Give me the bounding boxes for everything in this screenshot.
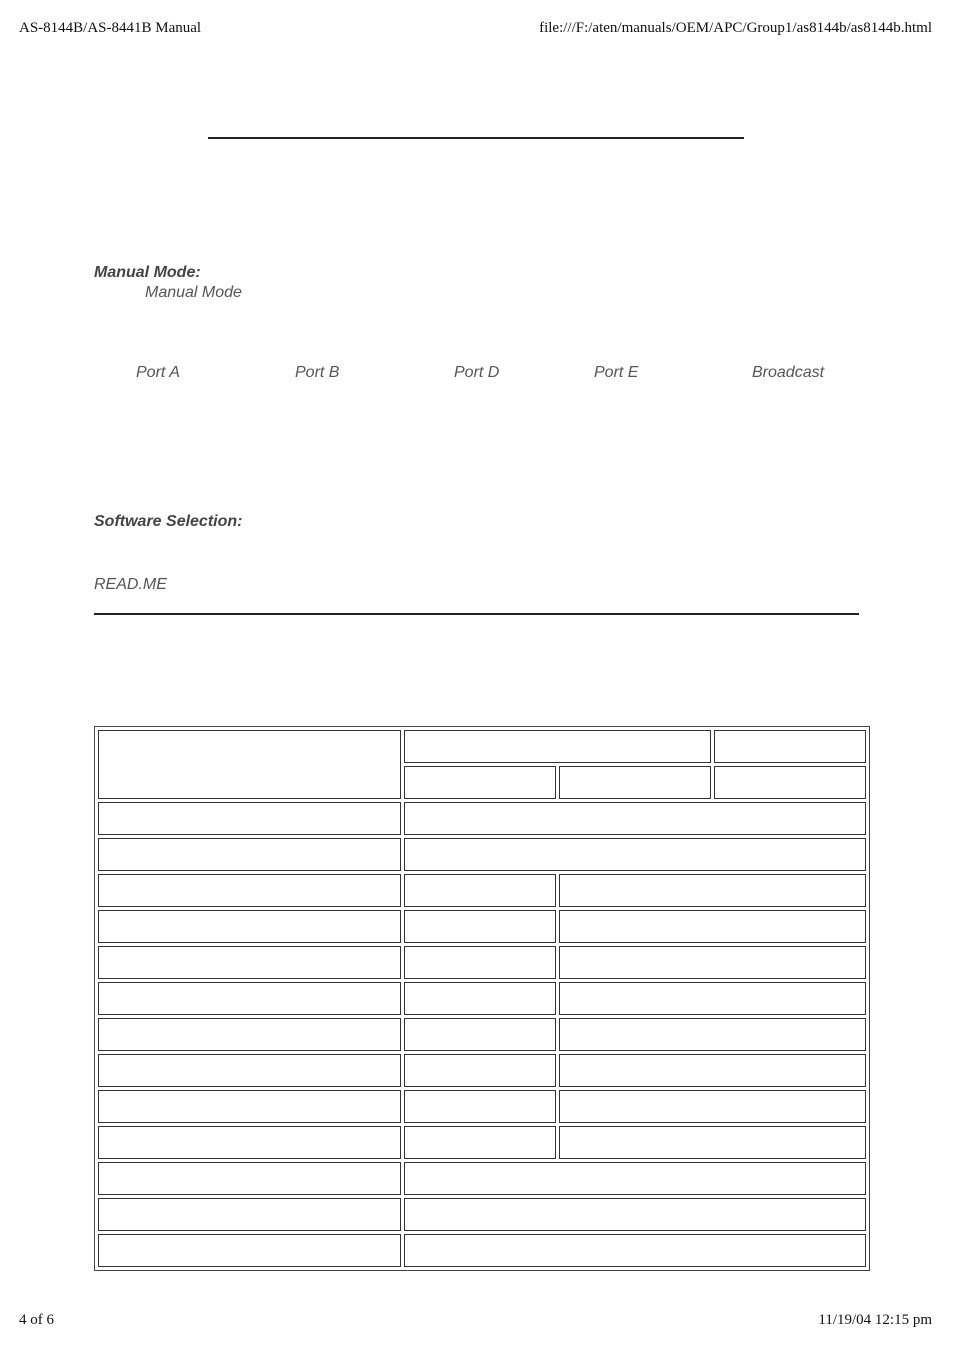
table-cell (98, 1126, 401, 1159)
specifications-table (94, 726, 870, 1271)
table-row (98, 1198, 866, 1231)
table-cell (404, 910, 556, 943)
manual-mode-heading: Manual Mode: (94, 264, 201, 281)
table-cell (98, 1054, 401, 1087)
table-row (98, 1234, 866, 1267)
table-row (98, 982, 866, 1015)
table-cell (98, 874, 401, 907)
table-cell (98, 802, 401, 835)
table-cell (98, 910, 401, 943)
table-row (98, 1054, 866, 1087)
table-cell (404, 1234, 866, 1267)
table-cell (98, 1018, 401, 1051)
table-cell (559, 910, 866, 943)
port-e-label: Port E (594, 364, 639, 381)
table-row (98, 1018, 866, 1051)
table-cell (404, 1090, 556, 1123)
table-cell (559, 946, 866, 979)
port-a-label: Port A (136, 364, 180, 381)
table-cell (559, 982, 866, 1015)
table-cell (559, 1018, 866, 1051)
software-selection-heading: Software Selection: (94, 513, 243, 530)
table-row (98, 1162, 866, 1195)
table-row (98, 1090, 866, 1123)
broadcast-label: Broadcast (752, 364, 825, 381)
table-cell (559, 1090, 866, 1123)
table-cell (98, 730, 401, 799)
top-divider (208, 137, 744, 139)
table-cell (404, 982, 556, 1015)
table-cell (404, 1126, 556, 1159)
table-row (98, 838, 866, 871)
table-cell (714, 730, 866, 763)
table-cell (404, 946, 556, 979)
table-cell (98, 1162, 401, 1195)
table-cell (559, 1054, 866, 1087)
table-cell (404, 874, 556, 907)
table-row (98, 874, 866, 907)
table-cell (98, 1234, 401, 1267)
table-cell (404, 802, 866, 835)
table-cell (404, 1018, 556, 1051)
table-cell (404, 838, 866, 871)
document-title: AS-8144B/AS-8441B Manual (19, 20, 202, 36)
table-row (98, 730, 866, 763)
section-divider (94, 613, 859, 615)
file-path: file:///F:/aten/manuals/OEM/APC/Group1/as8144b/as8144b.html (539, 20, 932, 36)
table-row (98, 910, 866, 943)
table-row (98, 802, 866, 835)
table-cell (714, 766, 866, 799)
table-cell (98, 1090, 401, 1123)
table-cell (98, 982, 401, 1015)
table-cell (404, 1162, 866, 1195)
table-cell (404, 730, 711, 763)
port-b-label: Port B (295, 364, 340, 381)
table-row (98, 1126, 866, 1159)
table-cell (404, 1198, 866, 1231)
manual-mode-label: Manual Mode (145, 284, 242, 301)
table-cell (98, 1198, 401, 1231)
print-datetime: 11/19/04 12:15 pm (818, 1312, 932, 1328)
table-cell (559, 1126, 866, 1159)
table-row (98, 946, 866, 979)
port-d-label: Port D (454, 364, 500, 381)
table-cell (404, 1054, 556, 1087)
table-cell (98, 946, 401, 979)
table-cell (404, 766, 556, 799)
table-cell (98, 838, 401, 871)
readme-label: READ.ME (94, 576, 167, 593)
table-cell (559, 874, 866, 907)
table-cell (559, 766, 711, 799)
page-number: 4 of 6 (19, 1312, 54, 1328)
